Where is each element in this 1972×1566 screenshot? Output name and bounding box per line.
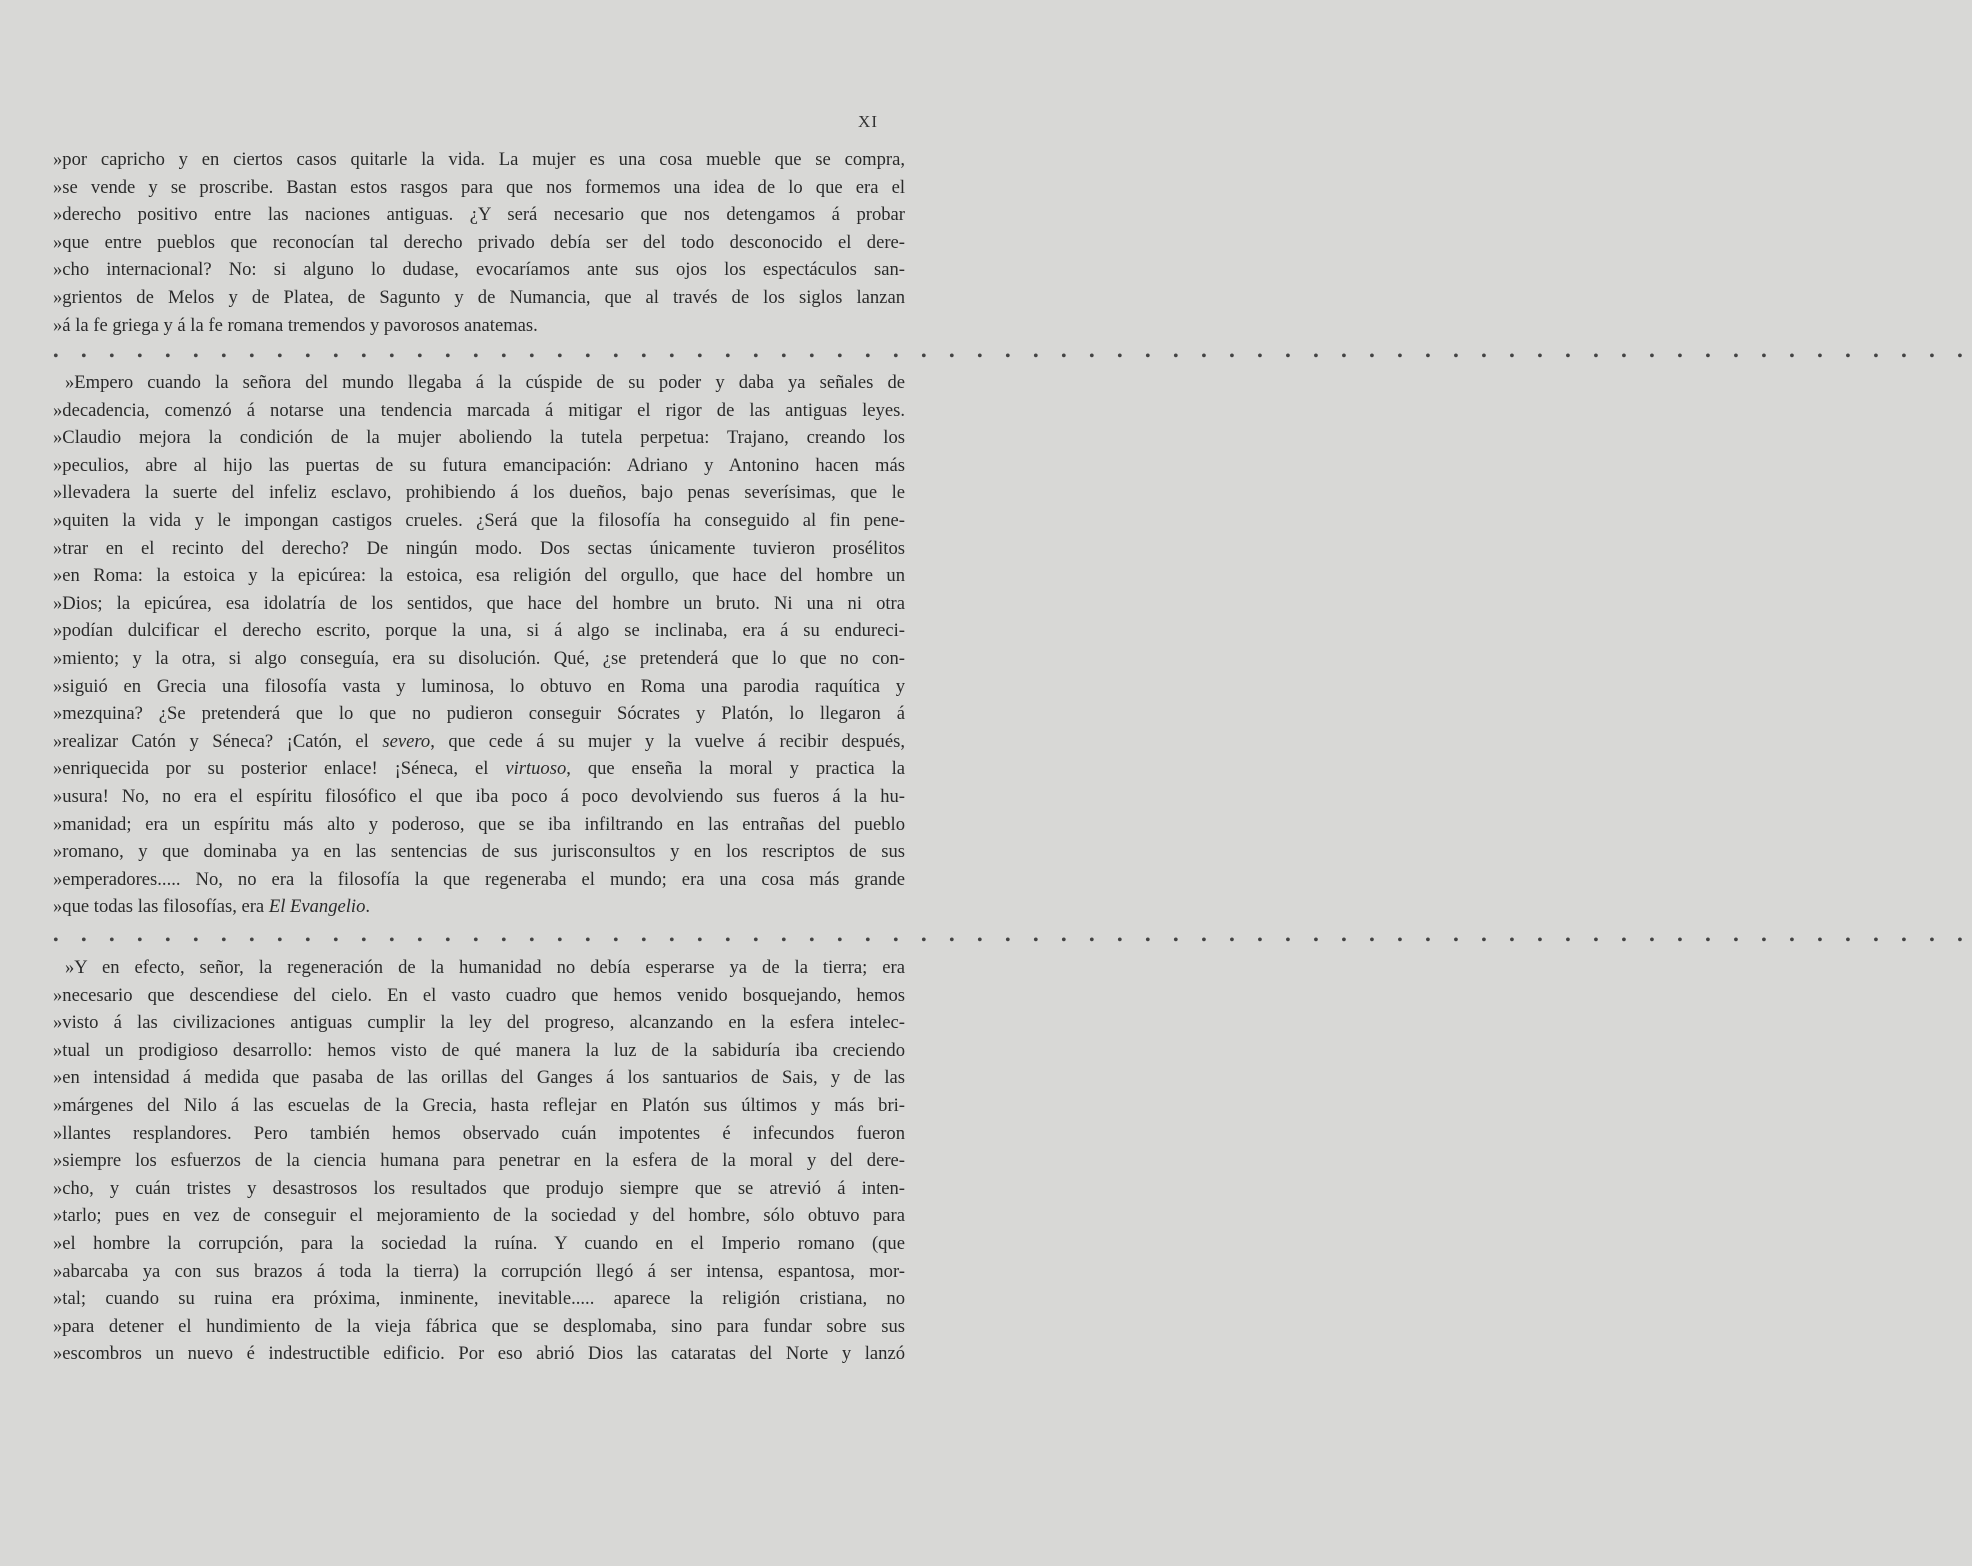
text-run: »que todas las filosofías, era (53, 896, 265, 918)
text-line: »necesario que descendiese del cielo. En el vasto cuadro que hemos venido bosquejando, hemos (53, 984, 905, 1006)
paragraph-1 (53, 146, 905, 339)
text-line: »siempre los esfuerzos de la ciencia humana para penetrar en la esfera de la moral y del dere- (53, 1150, 905, 1172)
text-line: »para detener el hundimiento de la vieja fábrica que se desplomaba, sino para fundar sobre sus (53, 1315, 905, 1337)
text-line: »Claudio mejora la condición de la mujer aboliendo la tutela perpetua: Trajano, creando los (53, 427, 905, 449)
text-line: »quiten la vida y le impongan castigos crueles. ¿Será que la filosofía ha conseguido al fin pene- (53, 509, 905, 531)
ellipsis-separator: • • • • • • • • • • • • • • • • • • • • • • • • • • • • • • • • • • • • • • • • • • • • • • • • • • • • • • • • • • • • • • • • • • • • • (53, 348, 1972, 365)
text-line: »usura! No, no era el espíritu filosófico el que iba poco á poco devolviendo sus fueros á la hu- (53, 785, 905, 807)
text-line: »mezquina? ¿Se pretenderá que lo que no pudieron conseguir Sócrates y Platón, lo llegaron á (53, 703, 905, 725)
text-line (53, 755, 905, 783)
text-line: »á la fe griega y á la fe romana tremendos y pavorosos anatemas. (53, 314, 538, 336)
text-line: »derecho positivo entre las naciones antiguas. ¿Y será necesario que nos detengamos á probar (53, 204, 905, 226)
text-line: »tarlo; pues en vez de conseguir el mejoramiento de la sociedad y del hombre, sólo obtuvo para (53, 1205, 905, 1227)
text-line: »tal; cuando su ruina era próxima, inminente, inevitable..... aparece la religión cristiana, no (53, 1288, 905, 1310)
text-line: »siguió en Grecia una filosofía vasta y luminosa, lo obtuvo en Roma una parodia raquítica y (53, 675, 905, 697)
text-line: »el hombre la corrupción, para la sociedad la ruína. Y cuando en el Imperio romano (que (53, 1232, 905, 1254)
text-line: »visto á las civilizaciones antiguas cumplir la ley del progreso, alcanzando en la esfera intelec- (53, 1012, 905, 1034)
paragraph-2 (53, 369, 905, 921)
text-line: »manidad; era un espíritu más alto y poderoso, que se iba infiltrando en las entrañas del pueblo (53, 813, 905, 835)
text-run: , que enseña la moral y practica la (566, 758, 905, 780)
page-number: XI (858, 112, 878, 131)
text-run: , que cede á su mujer y la vuelve á recibir después, (430, 730, 905, 752)
text-line: »decadencia, comenzó á notarse una tendencia marcada á mitigar el rigor de las antiguas leyes. (53, 399, 905, 421)
ellipsis-separator: • • • • • • • • • • • • • • • • • • • • • • • • • • • • • • • • • • • • • • • • • • • • • • • • • • • • • • • • • • • • • • • • • • • • • (53, 932, 1972, 949)
text-line: »Dios; la epicúrea, esa idolatría de los sentidos, que hace del hombre un bruto. Ni una ni otra (53, 592, 905, 614)
text-line: »llevadera la suerte del infeliz esclavo, prohibiendo á los dueños, bajo penas severísimas, que le (53, 482, 905, 504)
text-line: »llantes resplandores. Pero también hemos observado cuán impotentes é infecundos fueron (53, 1122, 905, 1144)
text-line: »trar en el recinto del derecho? De ningún modo. Dos sectas únicamente tuvieron prosélitos (53, 537, 905, 559)
text-line: »escombros un nuevo é indestructible edificio. Por eso abrió Dios las cataratas del Norte y lanzó (53, 1343, 905, 1365)
text-line: »tual un prodigioso desarrollo: hemos visto de qué manera la luz de la sabiduría iba creciendo (53, 1039, 905, 1061)
italic-title: El Evangelio (268, 896, 366, 918)
text-line: »en intensidad á medida que pasaba de las orillas del Ganges á los santuarios de Sais, y de las (53, 1067, 905, 1089)
text-run: . (365, 896, 371, 918)
text-line: »cho, y cuán tristes y desastrosos los resultados que produjo siempre que se atrevió á inten- (53, 1177, 905, 1199)
text-line: »podían dulcificar el derecho escrito, porque la una, si á algo se inclinaba, era á su endureci- (53, 620, 905, 642)
paragraph-3 (53, 954, 905, 1368)
text-line: »Empero cuando la señora del mundo llegaba á la cúspide de su poder y daba ya señales de (65, 372, 905, 393)
text-line: »emperadores..... No, no era la filosofía la que regeneraba el mundo; era una cosa más grande (53, 868, 905, 890)
text-line: »por capricho y en ciertos casos quitarle la vida. La mujer es una cosa mueble que se compra, (53, 149, 905, 170)
text-run: »enriquecida por su posterior enlace! ¡Séneca, el (53, 758, 489, 780)
text-line: »cho internacional? No: si alguno lo dudase, evocaríamos ante sus ojos los espectáculos san- (53, 259, 905, 281)
text-line: »márgenes del Nilo á las escuelas de la Grecia, hasta reflejar en Platón sus últimos y más bri- (53, 1094, 905, 1116)
text-line: »peculios, abre al hijo las puertas de su futura emancipación: Adriano y Antonino hacen más (53, 454, 905, 476)
text-run: »realizar Catón y Séneca? ¡Catón, el (53, 730, 369, 752)
text-line: »grientos de Melos y de Platea, de Sagunto y de Numancia, que al través de los siglos lanzan (53, 286, 905, 308)
text-line: »romano, y que dominaba ya en las sentencias de sus jurisconsultos y en los rescriptos de sus (53, 841, 905, 863)
text-line (53, 893, 905, 921)
text-line: »que entre pueblos que reconocían tal derecho privado debía ser del todo desconocido el dere- (53, 231, 905, 253)
text-line: »miento; y la otra, si algo conseguía, era su disolución. Qué, ¿se pretenderá que lo que no con- (53, 647, 905, 669)
text-line: »Y en efecto, señor, la regeneración de la humanidad no debía esperarse ya de la tierra; era (65, 957, 905, 978)
text-line: »se vende y se proscribe. Bastan estos rasgos para que nos formemos una idea de lo que era el (53, 176, 905, 198)
italic-word: virtuoso (505, 758, 567, 780)
italic-word: severo (382, 730, 431, 752)
text-line: »abarcaba ya con sus brazos á toda la tierra) la corrupción llegó á ser intensa, espantosa, mor- (53, 1260, 905, 1282)
text-line: »en Roma: la estoica y la epicúrea: la estoica, esa religión del orgullo, que hace del hombre un (53, 565, 905, 587)
text-line (53, 728, 905, 756)
